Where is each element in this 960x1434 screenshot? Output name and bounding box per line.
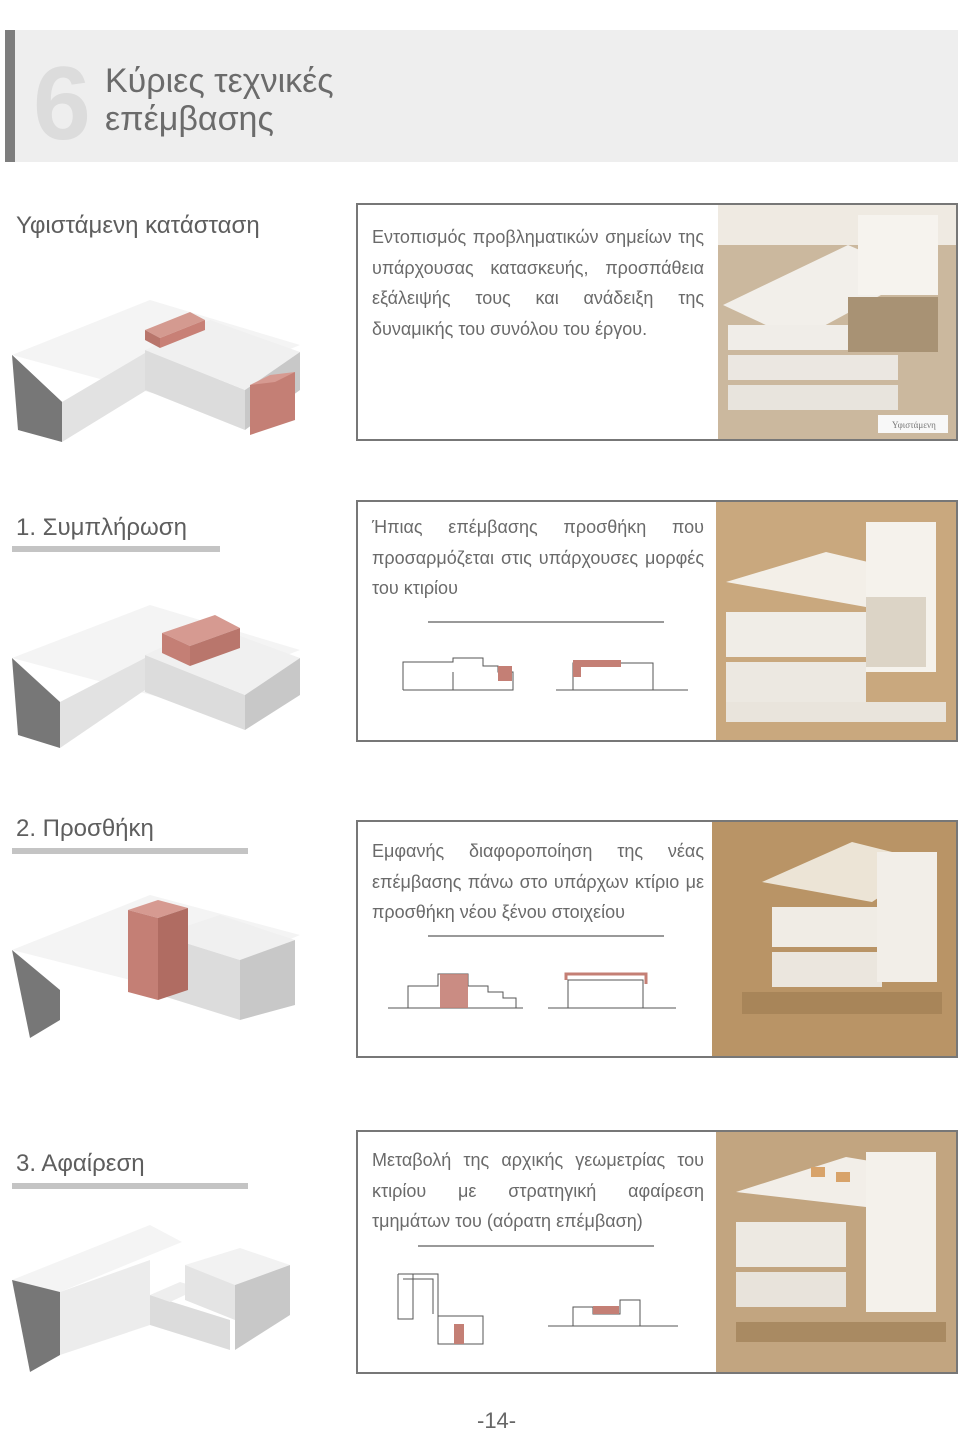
description-addition: Εμφανής διαφοροποίηση της νέας επέμβασης πάνω στο υπάρχων κτίριο με προσθήκη νέου ξένου στοιχείου [372,841,704,922]
panel-existing [356,203,958,441]
section-title-existing: Υφιστάμενη κατάσταση [16,212,260,239]
chapter-title [105,62,334,138]
section-sketches-completion [398,620,698,700]
description-completion: Ήπιας επέμβασης προσθήκη που προσαρμόζεται στις υπάρχουσες μορφές του κτιρίου [372,517,704,598]
model-photo-completion [716,502,956,740]
chapter-header [5,30,958,162]
chapter-title-line2: επέμβασης [105,100,274,138]
chapter-title-line1: Κύριες τεχνικές [105,62,334,100]
massing-diagram-subtraction [0,1220,310,1380]
section-title-addition: 2. Προσθήκη [16,815,154,842]
section-sketches-addition [388,934,688,1014]
model-photo-existing [718,205,956,439]
section-sketches-subtraction [388,1244,688,1344]
massing-diagram-completion [0,600,310,760]
section-title-subtraction: 3. Αφαίρεση [16,1150,145,1177]
chapter-number: 6 [33,46,91,162]
section-underline-completion [12,546,220,552]
panel-subtraction [356,1130,958,1374]
massing-diagram-addition [0,890,310,1050]
page-number: -14- [477,1408,517,1433]
description-existing: Εντοπισμός προβληματικών σημείων της υπάρχουσας κατασκευής, προσπάθεια εξάλειψής τους και ανάδειξη της δυναμικής του συνόλου του έργου. [372,227,704,339]
panel-addition [356,820,958,1058]
panel-completion [356,500,958,742]
massing-diagram-existing [0,290,310,460]
photo-label: Υφιστάμενη [892,420,936,430]
section-title-completion: 1. Συμπλήρωση [16,514,187,541]
section-underline-addition [12,848,248,854]
model-photo-subtraction [716,1132,956,1372]
description-subtraction: Μεταβολή της αρχικής γεωμετρίας του κτιρίου με στρατηγική αφαίρεση τμημάτων του (αόρατη επέμβαση) [372,1150,704,1231]
model-photo-addition [712,822,956,1056]
section-underline-subtraction [12,1183,248,1189]
